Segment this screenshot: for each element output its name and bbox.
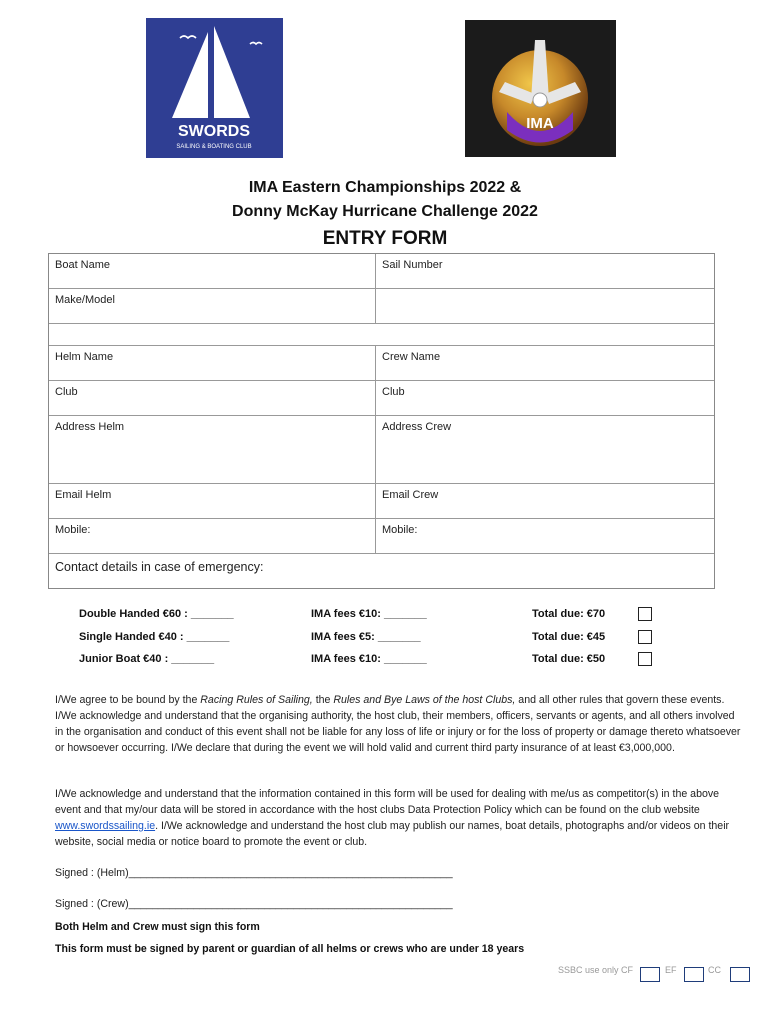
bye-laws-text: Rules and Bye Laws of the host Clubs, (333, 694, 516, 706)
helm-signature-line[interactable]: Signed : (Helm)_______________________________________________________ (55, 867, 453, 879)
office-use-label: SSBC use only CF (558, 965, 634, 975)
double-handed-checkbox[interactable] (638, 607, 652, 621)
sail-number-field[interactable]: Sail Number (382, 259, 443, 271)
form-row-names (49, 346, 714, 381)
form-row-mobile (49, 519, 714, 554)
make-model-field[interactable]: Make/Model (49, 289, 376, 323)
ef-label: EF (665, 965, 677, 975)
club-website-link[interactable]: www.swordssailing.ie (55, 820, 156, 832)
junior-boat-fee: Junior Boat €40 : _______ (79, 653, 215, 665)
helm-club-field[interactable]: Club (49, 381, 376, 415)
crew-signature-line[interactable]: Signed : (Crew)_______________________________________________________ (55, 898, 453, 910)
cf-checkbox[interactable] (640, 967, 660, 982)
form-row-club (49, 381, 714, 416)
double-ima-fee: IMA fees €10: _______ (311, 608, 427, 620)
data-protection-paragraph: I/We acknowledge and understand that the information contained in this form will be used for dealing with me/us as competitor(s) in the above event and that my/our data will be stored in accordance with the host clubs Data Protection Policy which can be found on the club website www.swordssailing.ie. I/We acknowledge and understand the host club may publish our names, boat details, photographs and/or videos on their website, social media or notice board to promote the event or club. (55, 788, 730, 848)
helm-mobile-field[interactable]: Mobile: (49, 519, 376, 553)
swords-logo-subtitle: SAILING & BOATING CLUB (176, 144, 252, 150)
ef-checkbox[interactable] (684, 967, 704, 982)
double-handed-fee: Double Handed €60 : _______ (79, 608, 234, 620)
racing-rules-text: Racing Rules of Sailing, (200, 694, 313, 706)
single-handed-fee: Single Handed €40 : _______ (79, 631, 230, 643)
helm-name-field[interactable]: Helm Name (49, 346, 376, 380)
ima-logo-text: IMA (526, 115, 554, 132)
entry-form-table (48, 253, 715, 589)
form-row-make (49, 289, 714, 324)
emergency-contact-field[interactable]: Contact details in case of emergency: (55, 560, 264, 574)
double-total: Total due: €70 (532, 608, 606, 620)
guardian-requirement-note: This form must be signed by parent or guardian of all helms or crews who are under 18 years (55, 943, 525, 955)
form-row-address (49, 416, 714, 484)
crew-mobile-field[interactable]: Mobile: (382, 524, 418, 536)
cc-checkbox[interactable] (730, 967, 750, 982)
form-heading: ENTRY FORM (322, 228, 448, 249)
sign-requirement-note: Both Helm and Crew must sign this form (55, 921, 260, 933)
cc-label: CC (708, 965, 721, 975)
make-model-value-field[interactable] (376, 289, 714, 323)
crew-email-field[interactable]: Email Crew (382, 489, 439, 501)
crew-name-field[interactable]: Crew Name (382, 351, 441, 363)
crew-club-field[interactable]: Club (382, 386, 405, 398)
form-row-spacer (49, 324, 714, 346)
single-handed-checkbox[interactable] (638, 630, 652, 644)
junior-total: Total due: €50 (532, 653, 606, 665)
swords-logo-text: SWORDS (178, 123, 250, 140)
event-title-line1: IMA Eastern Championships 2022 & (248, 179, 522, 196)
junior-ima-fee: IMA fees €10: _______ (311, 653, 427, 665)
agreement-paragraph: I/We agree to be bound by the Racing Rules of Sailing, the Rules and Bye Laws of the host Clubs, and all other rules that govern these events. I/We acknowledge and understand that the organising authority, the host club, their members, officers, servants or agents, and all others involved in the organisation and conduct of this event shall not be liable for any loss of life or injury or for the loss of property or damage thereto whatsoever or howsoever occurring. I/We declare that during the event we will hold valid and current third party insurance of at least €3,000,000. (55, 694, 741, 754)
form-row-emergency (49, 554, 714, 588)
ima-logo (465, 20, 616, 157)
form-row-email (49, 484, 714, 519)
swords-sailing-logo (146, 18, 283, 158)
helm-email-field[interactable]: Email Helm (49, 484, 376, 518)
crew-address-field[interactable]: Address Crew (382, 421, 452, 433)
event-title-line2: Donny McKay Hurricane Challenge 2022 (232, 203, 538, 220)
single-ima-fee: IMA fees €5: _______ (311, 631, 421, 643)
form-row-boat (49, 254, 714, 289)
helm-address-field[interactable]: Address Helm (49, 416, 376, 483)
junior-boat-checkbox[interactable] (638, 652, 652, 666)
single-total: Total due: €45 (532, 631, 606, 643)
boat-name-field[interactable]: Boat Name (49, 254, 376, 288)
